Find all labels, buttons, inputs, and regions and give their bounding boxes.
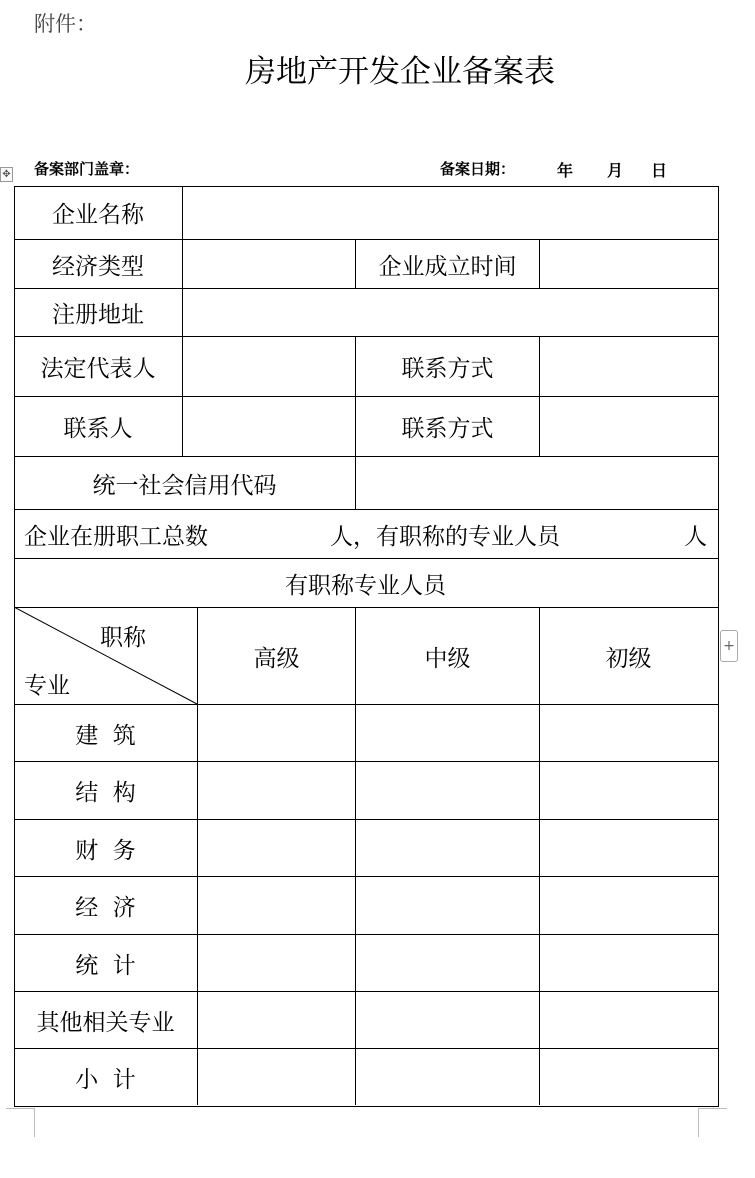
legal-rep-field[interactable] [183, 337, 355, 396]
seal-label: 备案部门盖章： [34, 160, 140, 178]
founding-time-label: 企业成立时间 [378, 253, 517, 280]
table-move-handle-icon[interactable]: ✥ [0, 167, 13, 182]
add-column-icon[interactable]: + [720, 630, 738, 662]
legal-rep-label: 法定代表人 [40, 356, 156, 382]
registered-address-field[interactable] [183, 289, 717, 336]
date-label: 备案日期： [440, 160, 516, 178]
specialty-economics: 经 济 [75, 895, 136, 921]
specialty-statistics: 统 计 [75, 952, 136, 979]
year-label: 年 [557, 161, 574, 180]
page-title: 房地产开发企业备案表 [245, 54, 555, 90]
page-corner-mark [698, 1108, 727, 1137]
pro-staff-header: 有职称专业人员 [285, 572, 446, 599]
page-corner-mark [6, 1108, 35, 1137]
specialty-architecture: 建 筑 [75, 722, 136, 749]
registered-address-label: 注册地址 [52, 302, 144, 328]
day-label: 日 [651, 161, 668, 180]
level-senior-header: 高级 [253, 645, 300, 672]
contact-person-field[interactable] [183, 397, 355, 456]
contact-person-label: 联系人 [63, 416, 133, 442]
specialty-structure: 结 构 [75, 780, 136, 806]
specialty-subtotal: 小 计 [75, 1066, 136, 1093]
specialty-other: 其他相关专业 [36, 1009, 175, 1036]
specialty-finance: 财 务 [75, 837, 136, 864]
staff-unit-label: 人 [684, 523, 707, 550]
staff-professional-label: 人，有职称的专业人员 [330, 523, 560, 550]
economic-type-field[interactable] [183, 240, 355, 288]
economic-type-label: 经济类型 [52, 253, 144, 280]
level-junior-header: 初级 [605, 645, 652, 672]
staff-total-label: 企业在册职工总数 [24, 523, 208, 550]
attachment-label: 附件： [34, 12, 97, 36]
credit-code-field[interactable] [356, 457, 717, 509]
company-name-label: 企业名称 [52, 202, 144, 228]
legal-rep-contact-field[interactable] [540, 337, 717, 396]
credit-code-label: 统一社会信用代码 [92, 472, 277, 499]
month-label: 月 [607, 161, 624, 180]
founding-time-field[interactable] [540, 240, 717, 288]
legal-rep-contact-label: 联系方式 [401, 356, 494, 382]
specialty-axis-label: 专业 [24, 673, 70, 699]
title-axis-label: 职称 [100, 625, 146, 651]
contact-person-contact-label: 联系方式 [401, 416, 494, 442]
level-intermediate-header: 中级 [424, 645, 471, 672]
company-name-field[interactable] [183, 186, 717, 239]
contact-person-contact-field[interactable] [540, 397, 717, 456]
